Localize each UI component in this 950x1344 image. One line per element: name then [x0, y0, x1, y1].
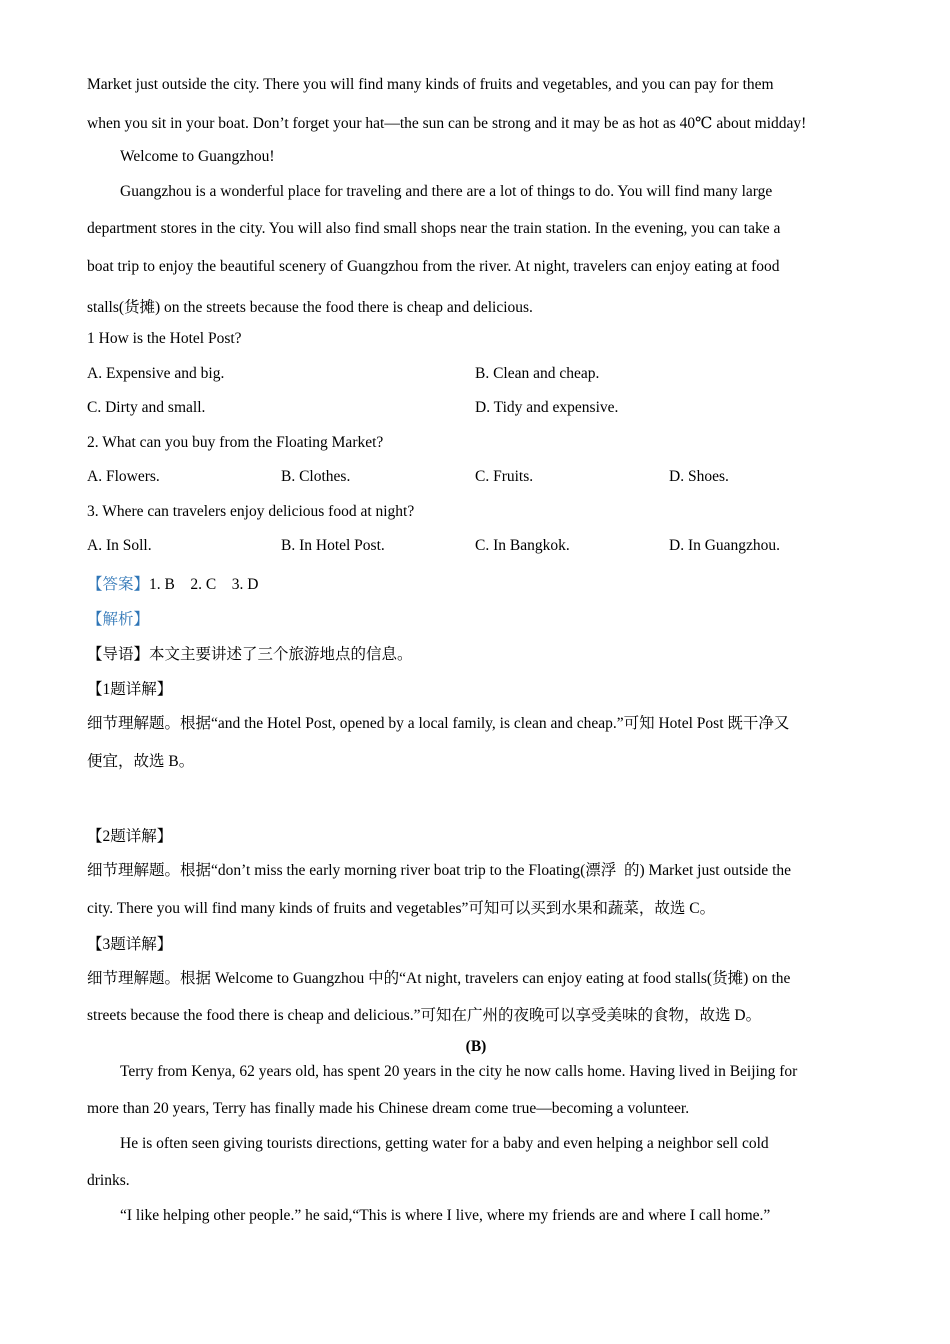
- passage-line: when you sit in your boat. Don’t forget your hat—the sun can be strong and it may be as hot as 40℃ about midday!: [87, 115, 807, 132]
- question-stem: 1 How is the Hotel Post?: [87, 330, 242, 347]
- passage-line: department stores in the city. You will also find small shops near the train station. In the evening, you can take a: [87, 220, 781, 237]
- answer-line: [87, 572, 258, 594]
- option: B. Clean and cheap.: [475, 365, 600, 382]
- passage-line: boat trip to enjoy the beautiful scenery of Guangzhou from the river. At night, travelers can enjoy eating at food: [87, 258, 780, 275]
- passage-line: He is often seen giving tourists directions, getting water for a baby and even helping a neighbor sell cold: [120, 1135, 769, 1152]
- option: D. In Guangzhou.: [669, 537, 781, 554]
- option: A. Expensive and big.: [87, 365, 225, 382]
- passage-line: more than 20 years, Terry has finally made his Chinese dream come true—becoming a volunteer.: [87, 1100, 690, 1117]
- answer-text: 1. B 2. C 3. D: [149, 576, 259, 593]
- passage-b-title: (B): [465, 1038, 487, 1055]
- answer-label: 【答案】: [87, 576, 150, 593]
- option: A. Flowers.: [87, 468, 160, 485]
- detail-title: 【2题详解】: [87, 828, 173, 845]
- passage-line: stalls(货摊) on the streets because the food there is cheap and delicious.: [87, 299, 533, 316]
- question-stem: 2. What can you buy from the Floating Market?: [87, 434, 384, 451]
- option: C. In Bangkok.: [475, 537, 570, 554]
- detail-title: 【3题详解】: [87, 936, 173, 953]
- passage-line: Market just outside the city. There you will find many kinds of fruits and vegetables, and you can pay for them: [87, 76, 774, 93]
- detail-title: 【1题详解】: [87, 681, 173, 698]
- analysis-label: 【解析】: [87, 611, 150, 628]
- option: C. Dirty and small.: [87, 399, 206, 416]
- option: B. In Hotel Post.: [281, 537, 385, 554]
- passage-line: “I like helping other people.” he said,“This is where I live, where my friends are and where I call home.”: [120, 1207, 771, 1224]
- detail-line: city. There you will find many kinds of fruits and vegetables”可知可以买到水果和蔬菜，故选 C。: [87, 900, 716, 917]
- detail-line: 细节理解题。根据“and the Hotel Post, opened by a local family, is clean and cheap.”可知 Hotel Post 既干净又: [87, 715, 790, 732]
- passage-line: Guangzhou is a wonderful place for traveling and there are a lot of things to do. You will find many large: [120, 183, 773, 200]
- detail-line: 细节理解题。根据“don’t miss the early morning river boat trip to the Floating(漂浮 的) Market just outside the: [87, 862, 792, 879]
- passage-line: Terry from Kenya, 62 years old, has spent 20 years in the city he now calls home. Having lived in Beijing for: [120, 1063, 798, 1080]
- section-heading: Welcome to Guangzhou!: [120, 148, 275, 165]
- option: A. In Soll.: [87, 537, 152, 554]
- option: C. Fruits.: [475, 468, 534, 485]
- question-stem: 3. Where can travelers enjoy delicious food at night?: [87, 503, 415, 520]
- detail-line: 细节理解题。根据 Welcome to Guangzhou 中的“At night, travelers can enjoy eating at food stalls(货摊) on the: [87, 970, 791, 987]
- guide-line: 【导语】本文主要讲述了三个旅游地点的信息。: [87, 646, 413, 663]
- passage-line: drinks.: [87, 1172, 130, 1189]
- option: D. Shoes.: [669, 468, 729, 485]
- detail-line: streets because the food there is cheap and delicious.”可知在广州的夜晚可以享受美味的食物，故选 D。: [87, 1007, 762, 1024]
- option: D. Tidy and expensive.: [475, 399, 619, 416]
- detail-line: 便宜，故选 B。: [87, 753, 195, 770]
- option: B. Clothes.: [281, 468, 351, 485]
